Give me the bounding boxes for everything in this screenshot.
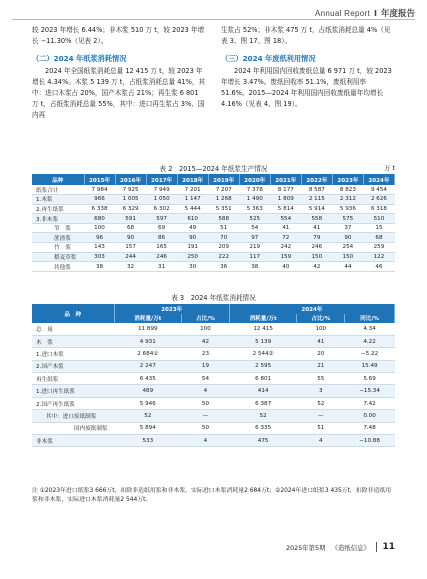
table2-row-label: 蔗渣浆	[32, 233, 84, 243]
table2-cell: 143	[84, 243, 115, 253]
table2-cell: 5 351	[208, 204, 239, 214]
table2-cell: 597	[146, 214, 177, 224]
table2-cell: 5 936	[332, 204, 363, 214]
table3-body	[32, 323, 395, 447]
table3-cell: 21	[297, 360, 345, 372]
table2-cell: 7 207	[208, 185, 239, 195]
table3-subheader-cell: 占比/%	[182, 314, 230, 324]
footer-journal: 《造纸信息》	[331, 543, 370, 552]
table2-row-label: 竹 浆	[32, 243, 84, 253]
right-paragraph: 2024 年利用国内回收废纸总量 6 971 万 t，较 2023 年增长 3.47%。废纸回收率 51.1%，废纸利用率 51.6%。2015—2024 年利用国内回收废纸量年均增长 4.16%（见表 4、图 19）。	[221, 67, 392, 108]
footer-divider	[376, 542, 377, 552]
table3-cell: 0.00	[345, 410, 395, 422]
table-footnote: 注 ①2023年进口纸浆3 666万t，扣除非造纸用浆和非木浆，实际进口木浆消耗量2 684万t；②2024年进口纸浆3 435万t，扣除非造纸用浆和非木浆，实际进口木浆消耗量2 544万t。	[32, 488, 392, 503]
table2-body	[32, 185, 395, 271]
table2-cell: 5 363	[239, 204, 270, 214]
table2-cell: 7 984	[84, 185, 115, 195]
table3-cell: 12 415	[229, 323, 297, 335]
table2-cell: 69	[146, 223, 177, 233]
table2-row	[32, 243, 395, 253]
table2-cell: 100	[84, 223, 115, 233]
table2-header-row	[32, 174, 395, 185]
table2-cell: 250	[177, 252, 208, 262]
table2-cell: 41	[270, 223, 301, 233]
left-paragraph-continued: 较 2023 年增长 6.44%；非木浆 510 万 t，较 2023 年增长 −11.30%（见表 2）。	[32, 26, 205, 45]
table2-cell: 54	[239, 223, 270, 233]
table2-title: 表 2 2015—2024 年纸浆生产情况	[159, 165, 268, 173]
left-paragraph: 2024 年全国纸浆消耗总量 12 415 万 t，较 2023 年增长 4.34%。木浆 5 139 万 t，占纸浆消耗总量 41%，其中：进口木浆占 20%，国产木浆占 21%；再生浆 6 801 万 t，占纸浆消耗总量 55%，其中：进口再生浆占 3%、国内再	[32, 67, 206, 119]
table2-cell: 150	[332, 252, 363, 262]
table2-cell: 7 925	[115, 185, 146, 195]
table3-row	[32, 335, 395, 347]
table2-cell: 90	[115, 233, 146, 243]
right-column	[221, 25, 395, 121]
table3-cell: 55	[297, 373, 345, 385]
header-divider	[12, 19, 415, 20]
table2-cell: 1 050	[146, 195, 177, 205]
table3-cell: 533	[114, 435, 182, 447]
table3-cell: 19	[182, 360, 230, 372]
table2-cell: 510	[363, 214, 394, 224]
table2-header-cell: 2019年	[208, 174, 239, 185]
table3-cell: 4	[182, 385, 230, 397]
table2-cell: 246	[301, 243, 332, 253]
table2-cell: 41	[301, 223, 332, 233]
table2-row-label: 3.非木浆	[32, 214, 84, 224]
table2-cell: 191	[177, 243, 208, 253]
table3-cell: 4	[182, 435, 230, 447]
table2-cell: 1 809	[270, 195, 301, 205]
table2-cell: 79	[301, 233, 332, 243]
table3-row-label: 国内废纸制浆	[32, 422, 114, 434]
table3-row-label: 1.进口木浆	[32, 348, 114, 360]
table2-header-cell: 2020年	[239, 174, 270, 185]
table3-subheader-cell: 同比/%	[345, 314, 395, 324]
table2-pulp-production	[32, 174, 395, 272]
table3-header-variety: 品 种	[32, 304, 114, 323]
table2-cell: 38	[84, 262, 115, 272]
table2-cell: 90	[177, 233, 208, 243]
table2-cell: 7 201	[177, 185, 208, 195]
table2-row-label: 稻麦草浆	[32, 252, 84, 262]
table3-cell: 50	[182, 422, 230, 434]
table3-row-label: 2.国产再生纸浆	[32, 397, 114, 409]
table2-cell: 68	[363, 233, 394, 243]
table2-cell: 209	[208, 243, 239, 253]
table2-row	[32, 262, 395, 272]
table3-cell: 15.49	[345, 360, 395, 372]
body-columns	[32, 25, 395, 121]
page-header	[315, 7, 415, 19]
table2-cell: 259	[363, 243, 394, 253]
table3-cell: 2 544②	[229, 348, 297, 360]
header-english: Annual Report	[314, 8, 370, 18]
section-title-pulp-consumption: （二）2024 年纸浆消耗情况	[32, 54, 127, 63]
table2-cell: 72	[270, 233, 301, 243]
table2-header-cell: 2017年	[146, 174, 177, 185]
table3-cell: 6 335	[229, 422, 297, 434]
table2-cell: 2 312	[332, 195, 363, 205]
table3-subheader-cell: 消耗量/万t	[114, 314, 182, 324]
table3-row	[32, 397, 395, 409]
table2-cell: 1 147	[177, 195, 208, 205]
table2-cell: 97	[239, 233, 270, 243]
table3-cell: 5 894	[114, 422, 182, 434]
table2-header-cell: 2021年	[270, 174, 301, 185]
table3-row-label: 其中：进口废纸制浆	[32, 410, 114, 422]
table3-cell: 6 387	[229, 397, 297, 409]
table2-cell: 5 814	[270, 204, 301, 214]
table2-cell: 525	[239, 214, 270, 224]
table3-row	[32, 348, 395, 360]
table3-pulp-consumption	[32, 304, 395, 447]
table2-cell: 90	[332, 233, 363, 243]
table3-cell: 54	[182, 373, 230, 385]
table2-cell: 31	[146, 262, 177, 272]
table2-cell: 6 329	[115, 204, 146, 214]
table2-cell: 42	[301, 262, 332, 272]
left-column	[32, 25, 206, 121]
table3-cell: 50	[182, 397, 230, 409]
table3-row	[32, 323, 395, 335]
table3-header-2024: 2024年	[229, 304, 394, 314]
table2-cell: 37	[332, 223, 363, 233]
table2-row	[32, 223, 395, 233]
table2-row-label: 2.再生纸浆	[32, 204, 84, 214]
page-number: 11	[382, 542, 395, 552]
table2-cell: 150	[301, 252, 332, 262]
table3-cell: 100	[297, 323, 345, 335]
table3-subheader-cell: 消耗量/万t	[229, 314, 297, 324]
section-title-wastepaper: （三）2024 年废纸利用情况	[221, 54, 316, 63]
table2-cell: 96	[84, 233, 115, 243]
table2-cell: 219	[239, 243, 270, 253]
table3-cell: 41	[297, 335, 345, 347]
header-chinese: 年度报告	[380, 9, 415, 19]
table2-cell: 591	[115, 214, 146, 224]
table2-header-cell: 品种	[32, 174, 84, 185]
table3-cell: −15.34	[345, 385, 395, 397]
table2-header-cell: 2023年	[332, 174, 363, 185]
table3-cell: 20	[297, 348, 345, 360]
table3-cell: 4	[297, 435, 345, 447]
header-separator: I	[374, 8, 377, 18]
table3-cell: 11 899	[114, 323, 182, 335]
table2-cell: 40	[270, 262, 301, 272]
table2-header-cell: 2022年	[301, 174, 332, 185]
table2-row	[32, 185, 395, 195]
table3-cell: 5.69	[345, 373, 395, 385]
table2-cell: 6 318	[363, 204, 394, 214]
table3-cell: 475	[229, 435, 297, 447]
table3-cell: 2 684①	[114, 348, 182, 360]
table2-cell: 966	[84, 195, 115, 205]
table3-cell: 52	[229, 410, 297, 422]
table3-row-label: 2.国产木浆	[32, 360, 114, 372]
table2-cell: 68	[115, 223, 146, 233]
page-footer	[286, 542, 395, 552]
table3-row-label: 木 浆	[32, 335, 114, 347]
table2-cell: 2 115	[301, 195, 332, 205]
table3-title: 表 3 2024 年纸浆消耗情况	[171, 294, 256, 302]
table2-cell: 51	[208, 223, 239, 233]
table2-cell: 86	[146, 233, 177, 243]
table3-row	[32, 422, 395, 434]
table3-cell: −5.22	[345, 348, 395, 360]
table2-header-cell: 2018年	[177, 174, 208, 185]
table3-cell: 6 435	[114, 373, 182, 385]
table3-row-label: 1.进口再生纸浆	[32, 385, 114, 397]
table3-cell: 4 931	[114, 335, 182, 347]
table2-cell: 44	[332, 262, 363, 272]
table2-cell: 49	[177, 223, 208, 233]
table2-row-label: 1.木浆	[32, 195, 84, 205]
table2-cell: 7 949	[146, 185, 177, 195]
table3-row	[32, 435, 395, 447]
table3-row	[32, 360, 395, 372]
table2-cell: 38	[239, 262, 270, 272]
table2-cell: 7 378	[239, 185, 270, 195]
table2-cell: 2 626	[363, 195, 394, 205]
table2-cell: 242	[270, 243, 301, 253]
table2-header-cell: 2015年	[84, 174, 115, 185]
table3-row-label: 再生纸浆	[32, 373, 114, 385]
table2-cell: 165	[146, 243, 177, 253]
table2-cell: 70	[208, 233, 239, 243]
table3-cell: 23	[182, 348, 230, 360]
table3-cell: 4.22	[345, 335, 395, 347]
table3-cell: 489	[114, 385, 182, 397]
table3-header-2023: 2023年	[114, 304, 229, 314]
table3-row	[32, 373, 395, 385]
table2-cell: 6 338	[84, 204, 115, 214]
table3-cell: 100	[182, 323, 230, 335]
table2-cell: 8 177	[270, 185, 301, 195]
table2-cell: 30	[177, 262, 208, 272]
table2-cell: 46	[363, 262, 394, 272]
table2-cell: 8 587	[301, 185, 332, 195]
table2-row	[32, 252, 395, 262]
table2-cell: 15	[363, 223, 394, 233]
table2-cell: 554	[270, 214, 301, 224]
table3-cell: 6 801	[229, 373, 297, 385]
table2-cell: 1 268	[208, 195, 239, 205]
table2-cell: 8 823	[332, 185, 363, 195]
table3-cell: 42	[182, 335, 230, 347]
table2-cell: 6 302	[146, 204, 177, 214]
table2-cell: 575	[332, 214, 363, 224]
table2-cell: 5 914	[301, 204, 332, 214]
table2-cell: 588	[208, 214, 239, 224]
table2-row-label: 纸浆合计	[32, 185, 84, 195]
table3-cell: 4.34	[345, 323, 395, 335]
table3-cell: 5 946	[114, 397, 182, 409]
table2-cell: 159	[270, 252, 301, 262]
table2-cell: 157	[115, 243, 146, 253]
table3-header-row	[32, 304, 395, 314]
right-paragraph-continued: 生浆占 52%；非木浆 475 万 t，占纸浆消耗总量 4%（见表 3、图 17、图 18）。	[221, 26, 391, 45]
table2-cell: 5 444	[177, 204, 208, 214]
table3-cell: —	[297, 410, 345, 422]
table3-cell: —	[182, 410, 230, 422]
table2-cell: 558	[301, 214, 332, 224]
table2-row	[32, 233, 395, 243]
table2-cell: 303	[84, 252, 115, 262]
table3-cell: 52	[297, 397, 345, 409]
table3-cell: 2 247	[114, 360, 182, 372]
table3-cell: −10.88	[345, 435, 395, 447]
footer-issue: 2025年第5期	[286, 543, 326, 552]
table2-cell: 254	[332, 243, 363, 253]
table2-cell: 222	[208, 252, 239, 262]
table2-row-label: 苇 浆	[32, 223, 84, 233]
table3-row-label: 总 量	[32, 323, 114, 335]
table2-header-cell: 2024年	[363, 174, 394, 185]
table3-cell: 3	[297, 385, 345, 397]
table3-row	[32, 410, 395, 422]
table3-cell: 414	[229, 385, 297, 397]
table3-cell: 5 139	[229, 335, 297, 347]
table2-row	[32, 204, 395, 214]
table3-row	[32, 385, 395, 397]
table2-row	[32, 195, 395, 205]
table2-cell: 610	[177, 214, 208, 224]
table3-cell: 2 595	[229, 360, 297, 372]
table2-cell: 680	[84, 214, 115, 224]
table3-subheader-cell: 占比/%	[297, 314, 345, 324]
table2-cell: 122	[363, 252, 394, 262]
table2-cell: 32	[115, 262, 146, 272]
table3-cell: 7.48	[345, 422, 395, 434]
table3-row-label: 非木浆	[32, 435, 114, 447]
table3-cell: 51	[297, 422, 345, 434]
table2-header-cell: 2016年	[115, 174, 146, 185]
table2-cell: 246	[146, 252, 177, 262]
table2-cell: 117	[239, 252, 270, 262]
table2-row-label: 其他浆	[32, 262, 84, 272]
table3-cell: 52	[114, 410, 182, 422]
table2-cell: 1 005	[115, 195, 146, 205]
table2-cell: 244	[115, 252, 146, 262]
table2-cell: 9 454	[363, 185, 394, 195]
table2-cell: 36	[208, 262, 239, 272]
table3-cell: 7.42	[345, 397, 395, 409]
table2-unit: 万 t	[384, 164, 395, 172]
table2-row	[32, 214, 395, 224]
table2-cell: 1 490	[239, 195, 270, 205]
